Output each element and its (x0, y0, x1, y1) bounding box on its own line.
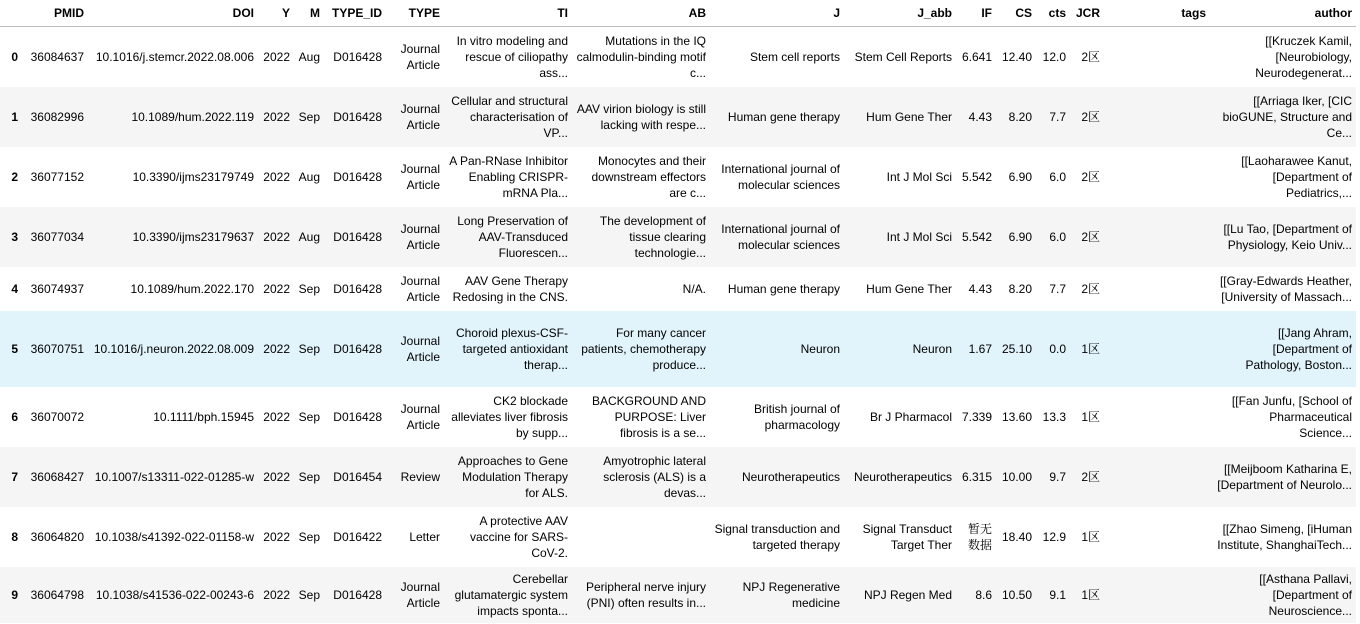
cell-pmid: 36077152 (30, 170, 84, 184)
cell-citescore: 6.90 (1008, 170, 1032, 184)
cell-journal: Neurotherapeutics (741, 470, 840, 484)
cell-cts: 0.0 (1049, 342, 1066, 356)
cell-citescore: 10.50 (1001, 588, 1032, 602)
cell-jcr: 1区 (1081, 530, 1100, 544)
table-row[interactable] (0, 27, 1356, 88)
cell-jcr: 2区 (1081, 50, 1100, 64)
row-index: 2 (11, 170, 18, 184)
cell-jcr: 2区 (1081, 230, 1100, 244)
cell-title: Cerebellar glutamatergic system impacts sponta... (454, 572, 568, 618)
cell-type: Journal Article (400, 102, 440, 132)
cell-type: Journal Article (400, 334, 440, 364)
cell-cts: 13.3 (1042, 410, 1066, 424)
cell-journal-abbr: NPJ Regen Med (863, 588, 952, 602)
table-header (0, 0, 1356, 27)
cell-impact-factor: 4.43 (968, 282, 992, 296)
header-tags[interactable]: tags (1104, 0, 1210, 27)
cell-abstract: For many cancer patients, chemotherapy produce... (581, 326, 706, 372)
cell-year: 2022 (263, 342, 290, 356)
cell-type-id: D016454 (333, 470, 382, 484)
header-jcr[interactable]: JCR (1070, 0, 1104, 27)
table-body (0, 27, 1356, 624)
cell-journal-abbr: Hum Gene Ther (866, 110, 952, 124)
row-index: 6 (11, 410, 18, 424)
cell-journal: International journal of molecular sciences (721, 222, 840, 252)
table-row[interactable] (0, 267, 1356, 311)
cell-month: Aug (298, 50, 320, 64)
cell-pmid: 36068427 (30, 470, 84, 484)
row-index: 7 (11, 470, 18, 484)
cell-doi: 10.1016/j.stemcr.2022.08.006 (95, 50, 254, 64)
cell-month: Aug (298, 170, 320, 184)
header-impact-factor[interactable]: IF (956, 0, 996, 27)
cell-citescore: 10.00 (1001, 470, 1032, 484)
row-index: 9 (11, 588, 18, 602)
cell-citescore: 12.40 (1001, 50, 1032, 64)
cell-pmid: 36084637 (30, 50, 84, 64)
row-index: 3 (11, 230, 18, 244)
cell-impact-factor: 4.43 (968, 110, 992, 124)
cell-tags (1104, 147, 1210, 207)
cell-author: [[Arriaga Iker, [CIC bioGUNE, Structure and Ce... (1222, 94, 1352, 140)
cell-month: Aug (298, 230, 320, 244)
cell-doi: 10.3390/ijms23179637 (132, 230, 254, 244)
cell-citescore: 8.20 (1008, 282, 1032, 296)
cell-citescore: 8.20 (1008, 110, 1032, 124)
cell-journal-abbr: Neurotherapeutics (853, 470, 952, 484)
cell-month: Sep (298, 530, 320, 544)
cell-journal-abbr: Int J Mol Sci (886, 170, 952, 184)
cell-month: Sep (298, 470, 320, 484)
cell-impact-factor: 8.6 (975, 588, 992, 602)
cell-jcr: 2区 (1081, 170, 1100, 184)
cell-author: [[Kruczek Kamil, [Neurobiology, Neurodegenerat... (1255, 34, 1352, 80)
cell-abstract (572, 507, 710, 567)
cell-journal: NPJ Regenerative medicine (742, 580, 840, 610)
table-row[interactable] (0, 507, 1356, 567)
cell-doi: 10.1111/bph.15945 (153, 410, 254, 424)
cell-impact-factor: 5.542 (961, 230, 992, 244)
cell-tags (1104, 507, 1210, 567)
cell-tags (1104, 267, 1210, 311)
header-journal-abbr[interactable]: J_abb (844, 0, 956, 27)
cell-title: Approaches to Gene Modulation Therapy for ALS. (457, 454, 568, 500)
cell-pmid: 36074937 (30, 282, 84, 296)
cell-type-id: D016428 (333, 410, 382, 424)
cell-title: A Pan-RNase Inhibitor Enabling CRISPR-mRNA Pla... (449, 154, 568, 200)
cell-title: Long Preservation of AAV-Transduced Fluorescen... (457, 214, 568, 260)
cell-tags (1104, 207, 1210, 267)
cell-abstract: N/A. (682, 282, 706, 296)
cell-cts: 9.1 (1049, 588, 1066, 602)
cell-type: Journal Article (400, 222, 440, 252)
header-title[interactable]: TI (444, 0, 572, 27)
row-index: 8 (11, 530, 18, 544)
cell-year: 2022 (263, 50, 290, 64)
table-row[interactable] (0, 207, 1356, 267)
cell-tags (1104, 87, 1210, 147)
cell-type: Journal Article (400, 580, 440, 610)
cell-type-id: D016428 (333, 110, 382, 124)
row-index: 0 (11, 50, 18, 64)
cell-tags (1104, 387, 1210, 447)
cell-type-id: D016422 (333, 530, 382, 544)
cell-title: In vitro modeling and rescue of ciliopathy ass... (456, 34, 568, 80)
cell-pmid: 36064798 (30, 588, 84, 602)
cell-title: A protective AAV vaccine for SARS-CoV-2. (469, 514, 568, 560)
header-index (0, 0, 22, 27)
cell-impact-factor: 6.315 (961, 470, 992, 484)
cell-pmid: 36064820 (30, 530, 84, 544)
cell-abstract: Peripheral nerve injury (PNI) often results in... (585, 580, 706, 610)
cell-impact-factor: 1.67 (968, 342, 992, 356)
cell-citescore: 6.90 (1008, 230, 1032, 244)
cell-type-id: D016428 (333, 230, 382, 244)
table-row[interactable] (0, 87, 1356, 147)
cell-type: Review (400, 470, 440, 484)
row-index: 4 (11, 282, 18, 296)
cell-tags (1104, 311, 1210, 387)
cell-jcr: 2区 (1081, 110, 1100, 124)
cell-author: [[Gray-Edwards Heather, [University of Massach... (1219, 274, 1352, 304)
cell-impact-factor: 暂无数据 (967, 522, 992, 552)
cell-year: 2022 (263, 530, 290, 544)
cell-tags (1104, 447, 1210, 507)
cell-year: 2022 (263, 470, 290, 484)
cell-author: [[Lu Tao, [Department of Physiology, Keio Univ... (1223, 222, 1352, 252)
cell-author: [[Meijboom Katharina E, [Department of Neurolo... (1217, 462, 1352, 492)
cell-journal-abbr: Br J Pharmacol (869, 410, 952, 424)
cell-journal: Neuron (800, 342, 840, 356)
table-row[interactable] (0, 311, 1356, 387)
cell-abstract: Mutations in the IQ calmodulin-binding motif c... (576, 34, 706, 80)
cell-type-id: D016428 (333, 170, 382, 184)
cell-cts: 12.0 (1042, 50, 1066, 64)
cell-type-id: D016428 (333, 588, 382, 602)
cell-cts: 7.7 (1049, 110, 1066, 124)
cell-abstract: BACKGROUND AND PURPOSE: Liver fibrosis is a se... (591, 394, 706, 440)
cell-journal-abbr: Hum Gene Ther (866, 282, 952, 296)
cell-month: Sep (298, 342, 320, 356)
cell-cts: 6.0 (1049, 170, 1066, 184)
header-journal[interactable]: J (710, 0, 844, 27)
cell-journal: Stem cell reports (749, 50, 840, 64)
header-row (0, 0, 1356, 27)
cell-year: 2022 (263, 282, 290, 296)
header-author[interactable]: author (1210, 0, 1356, 27)
header-abstract[interactable]: AB (572, 0, 710, 27)
header-type-id[interactable]: TYPE_ID (324, 0, 386, 27)
cell-month: Sep (298, 110, 320, 124)
cell-type: Letter (409, 530, 440, 544)
header-citescore[interactable]: CS (996, 0, 1036, 27)
cell-type-id: D016428 (333, 342, 382, 356)
cell-journal: Human gene therapy (727, 282, 840, 296)
cell-month: Sep (298, 282, 320, 296)
cell-tags (1104, 567, 1210, 623)
header-type[interactable]: TYPE (386, 0, 444, 27)
cell-abstract: Amyotrophic lateral sclerosis (ALS) is a devas... (603, 454, 706, 500)
cell-author: [[Jang Ahram, [Department of Pathology, Boston... (1245, 326, 1352, 372)
header-doi[interactable]: DOI (88, 0, 258, 27)
cell-abstract: Monocytes and their downstream effectors are c... (591, 154, 706, 200)
cell-doi: 10.1007/s13311-022-01285-w (94, 470, 254, 484)
cell-author: [[Laoharawee Kanut, [Department of Pediatrics,... (1241, 154, 1352, 200)
cell-jcr: 1区 (1081, 342, 1100, 356)
cell-title: CK2 blockade alleviates liver fibrosis by supp... (451, 394, 568, 440)
cell-journal-abbr: Int J Mol Sci (886, 230, 952, 244)
cell-doi: 10.3390/ijms23179749 (132, 170, 254, 184)
cell-pmid: 36082996 (30, 110, 84, 124)
cell-impact-factor: 7.339 (961, 410, 992, 424)
cell-doi: 10.1089/hum.2022.170 (130, 282, 254, 296)
cell-citescore: 18.40 (1001, 530, 1032, 544)
cell-type: Journal Article (400, 42, 440, 72)
cell-author: [[Zhao Simeng, [iHuman Institute, ShanghaiTech... (1217, 522, 1352, 552)
cell-journal: Signal transduction and targeted therapy (714, 522, 840, 552)
header-year[interactable]: Y (258, 0, 294, 27)
cell-year: 2022 (263, 170, 290, 184)
header-month[interactable]: M (294, 0, 324, 27)
cell-title: Cellular and structural characterisation of VP... (451, 94, 568, 140)
cell-journal: British journal of pharmacology (753, 402, 840, 432)
cell-jcr: 1区 (1081, 410, 1100, 424)
cell-doi: 10.1089/hum.2022.119 (131, 110, 254, 124)
cell-year: 2022 (263, 230, 290, 244)
cell-year: 2022 (263, 588, 290, 602)
row-index: 1 (11, 110, 18, 124)
cell-abstract: The development of tissue clearing technologie... (599, 214, 706, 260)
cell-author: [[Asthana Pallavi, [Department of Neuroscience... (1259, 572, 1352, 618)
cell-cts: 12.9 (1042, 530, 1066, 544)
cell-doi: 10.1016/j.neuron.2022.08.009 (93, 342, 254, 356)
header-cts[interactable]: cts (1036, 0, 1070, 27)
cell-cts: 7.7 (1049, 282, 1066, 296)
cell-type: Journal Article (400, 162, 440, 192)
cell-tags (1104, 27, 1210, 88)
cell-month: Sep (298, 410, 320, 424)
cell-citescore: 25.10 (1001, 342, 1032, 356)
cell-impact-factor: 5.542 (961, 170, 992, 184)
header-pmid[interactable]: PMID (22, 0, 88, 27)
cell-type-id: D016428 (333, 50, 382, 64)
cell-cts: 9.7 (1049, 470, 1066, 484)
table-row[interactable] (0, 447, 1356, 507)
cell-doi: 10.1038/s41392-022-01158-w (94, 530, 254, 544)
row-index: 5 (11, 342, 18, 356)
cell-journal-abbr: Signal Transduct Target Ther (862, 522, 952, 552)
cell-abstract: AAV virion biology is still lacking with respe... (576, 102, 706, 132)
cell-year: 2022 (263, 410, 290, 424)
cell-jcr: 1区 (1081, 588, 1100, 602)
cell-cts: 6.0 (1049, 230, 1066, 244)
cell-pmid: 36070072 (30, 410, 84, 424)
cell-title: AAV Gene Therapy Redosing in the CNS. (452, 274, 568, 304)
cell-title: Choroid plexus-CSF-targeted antioxidant therap... (455, 326, 568, 372)
cell-type-id: D016428 (333, 282, 382, 296)
cell-pmid: 36070751 (30, 342, 84, 356)
cell-year: 2022 (263, 110, 290, 124)
cell-month: Sep (298, 588, 320, 602)
cell-type: Journal Article (400, 402, 440, 432)
cell-jcr: 2区 (1081, 470, 1100, 484)
table-row[interactable] (0, 567, 1356, 623)
cell-journal: Human gene therapy (727, 110, 840, 124)
cell-impact-factor: 6.641 (961, 50, 992, 64)
table-row[interactable] (0, 387, 1356, 447)
cell-citescore: 13.60 (1001, 410, 1032, 424)
cell-journal-abbr: Neuron (912, 342, 952, 356)
cell-type: Journal Article (400, 274, 440, 304)
cell-pmid: 36077034 (30, 230, 84, 244)
cell-journal-abbr: Stem Cell Reports (854, 50, 952, 64)
cell-jcr: 2区 (1081, 282, 1100, 296)
table-row[interactable] (0, 147, 1356, 207)
cell-doi: 10.1038/s41536-022-00243-6 (95, 588, 254, 602)
cell-journal: International journal of molecular sciences (721, 162, 840, 192)
cell-author: [[Fan Junfu, [School of Pharmaceutical Science... (1231, 394, 1352, 440)
